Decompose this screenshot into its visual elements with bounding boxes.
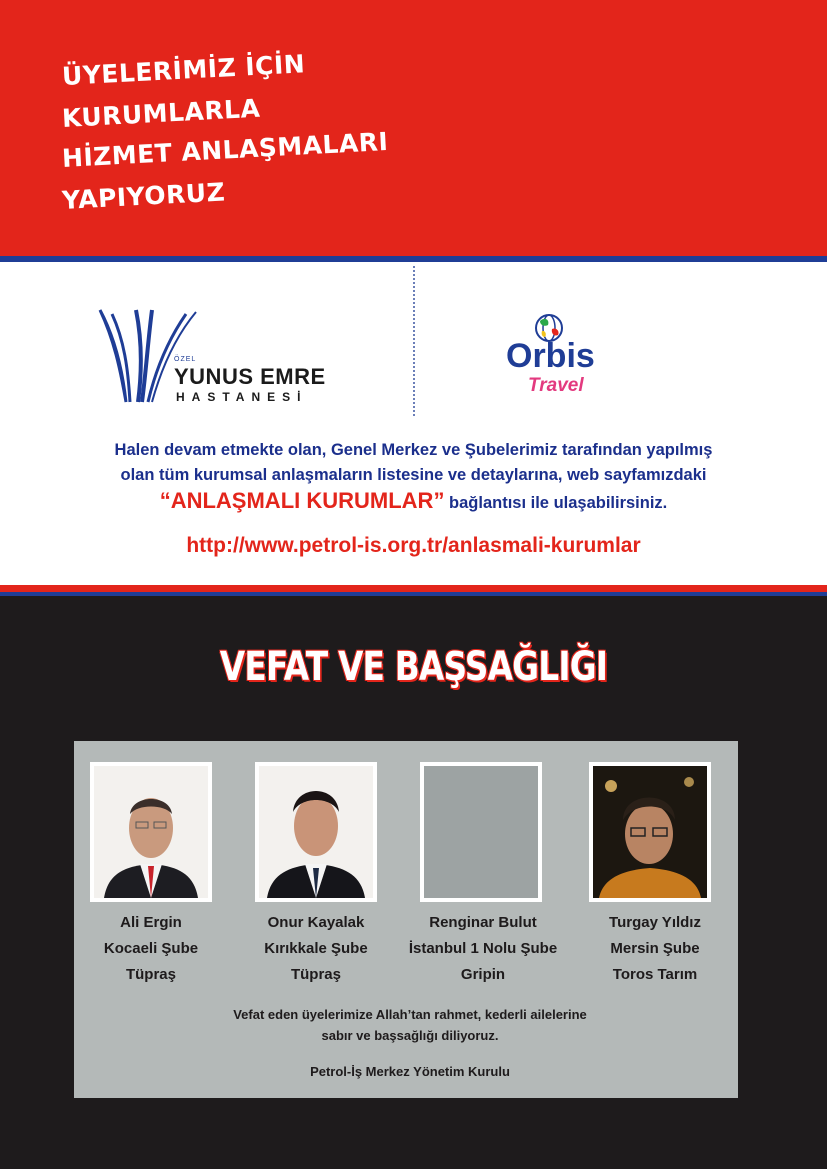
person-photo-4: [589, 762, 711, 902]
agreements-link-label: “ANLAŞMALI KURUMLAR”: [159, 488, 445, 513]
banner-line-3: HİZMET ANLAŞMALARI: [61, 126, 389, 173]
yunus-emre-name: YUNUS EMRE: [174, 364, 326, 389]
person-branch: Kırıkkale Şube: [264, 940, 368, 957]
condolence-message: [120, 1004, 700, 1046]
person-name: Onur Kayalak: [267, 914, 365, 931]
person-caption-2: [231, 910, 401, 988]
info-line-2: olan tüm kurumsal anlaşmaların listesine ve detaylarına, web sayfamızdaki: [120, 466, 707, 484]
info-line-3: bağlantısı ile ulaşabilirsiniz.: [444, 494, 668, 512]
agreements-url[interactable]: http://www.petrol-is.org.tr/anlasmali-kurumlar: [186, 534, 641, 557]
person-branch: Mersin Şube: [610, 940, 700, 957]
person-photo-2: [255, 762, 377, 902]
red-stripe: [0, 585, 827, 592]
orbis-travel-logo: [500, 305, 640, 405]
logo-divider: [413, 266, 415, 416]
banner-line-4: YAPIYORUZ: [61, 177, 226, 215]
orbis-sub: Travel: [528, 375, 584, 396]
agreements-info: [40, 438, 787, 516]
person-caption-4: [570, 910, 740, 988]
banner-line-1: ÜYELERİMİZ İÇİN: [61, 49, 306, 91]
person-photo-3: [420, 762, 542, 902]
person-name: Ali Ergin: [120, 914, 182, 931]
person-company: Toros Tarım: [612, 966, 698, 983]
person-branch: Kocaeli Şube: [103, 940, 199, 957]
top-banner: [0, 0, 827, 256]
person-caption-3: [398, 910, 568, 988]
person-company: Gripin: [460, 966, 506, 983]
person-portrait-icon: [259, 766, 373, 898]
message-line-2: sabır ve başsağlığı diliyoruz.: [321, 1028, 499, 1043]
message-line-1: Vefat eden üyelerimize Allah’tan rahmet, kederli ailelerine: [233, 1007, 587, 1022]
signature: Petrol-İş Merkez Yönetim Kurulu: [310, 1064, 510, 1079]
person-name: Turgay Yıldız: [609, 914, 701, 931]
condolence-title: VEFAT VE BAŞSAĞLIĞI: [219, 644, 608, 690]
orbis-name: Orbis: [506, 337, 595, 375]
banner-line-2: KURUMLARLA: [61, 93, 261, 133]
person-portrait-icon: [593, 766, 707, 898]
yunus-emre-prefix: ÖZEL: [174, 356, 197, 363]
blue-stripe: [0, 256, 827, 262]
person-branch: İstanbul 1 Nolu Şube: [408, 940, 558, 957]
person-company: Tüpraş: [290, 966, 341, 983]
person-photo-1: [90, 762, 212, 902]
person-name: Renginar Bulut: [429, 914, 537, 931]
person-caption-1: [66, 910, 236, 988]
person-company: Tüpraş: [125, 966, 176, 983]
info-line-1: Halen devam etmekte olan, Genel Merkez ve Şubelerimiz tarafından yapılmış: [114, 441, 713, 459]
yunus-emre-logo: [96, 306, 346, 410]
yunus-emre-sub: HASTANESİ: [176, 390, 308, 404]
person-portrait-icon: [94, 766, 208, 898]
